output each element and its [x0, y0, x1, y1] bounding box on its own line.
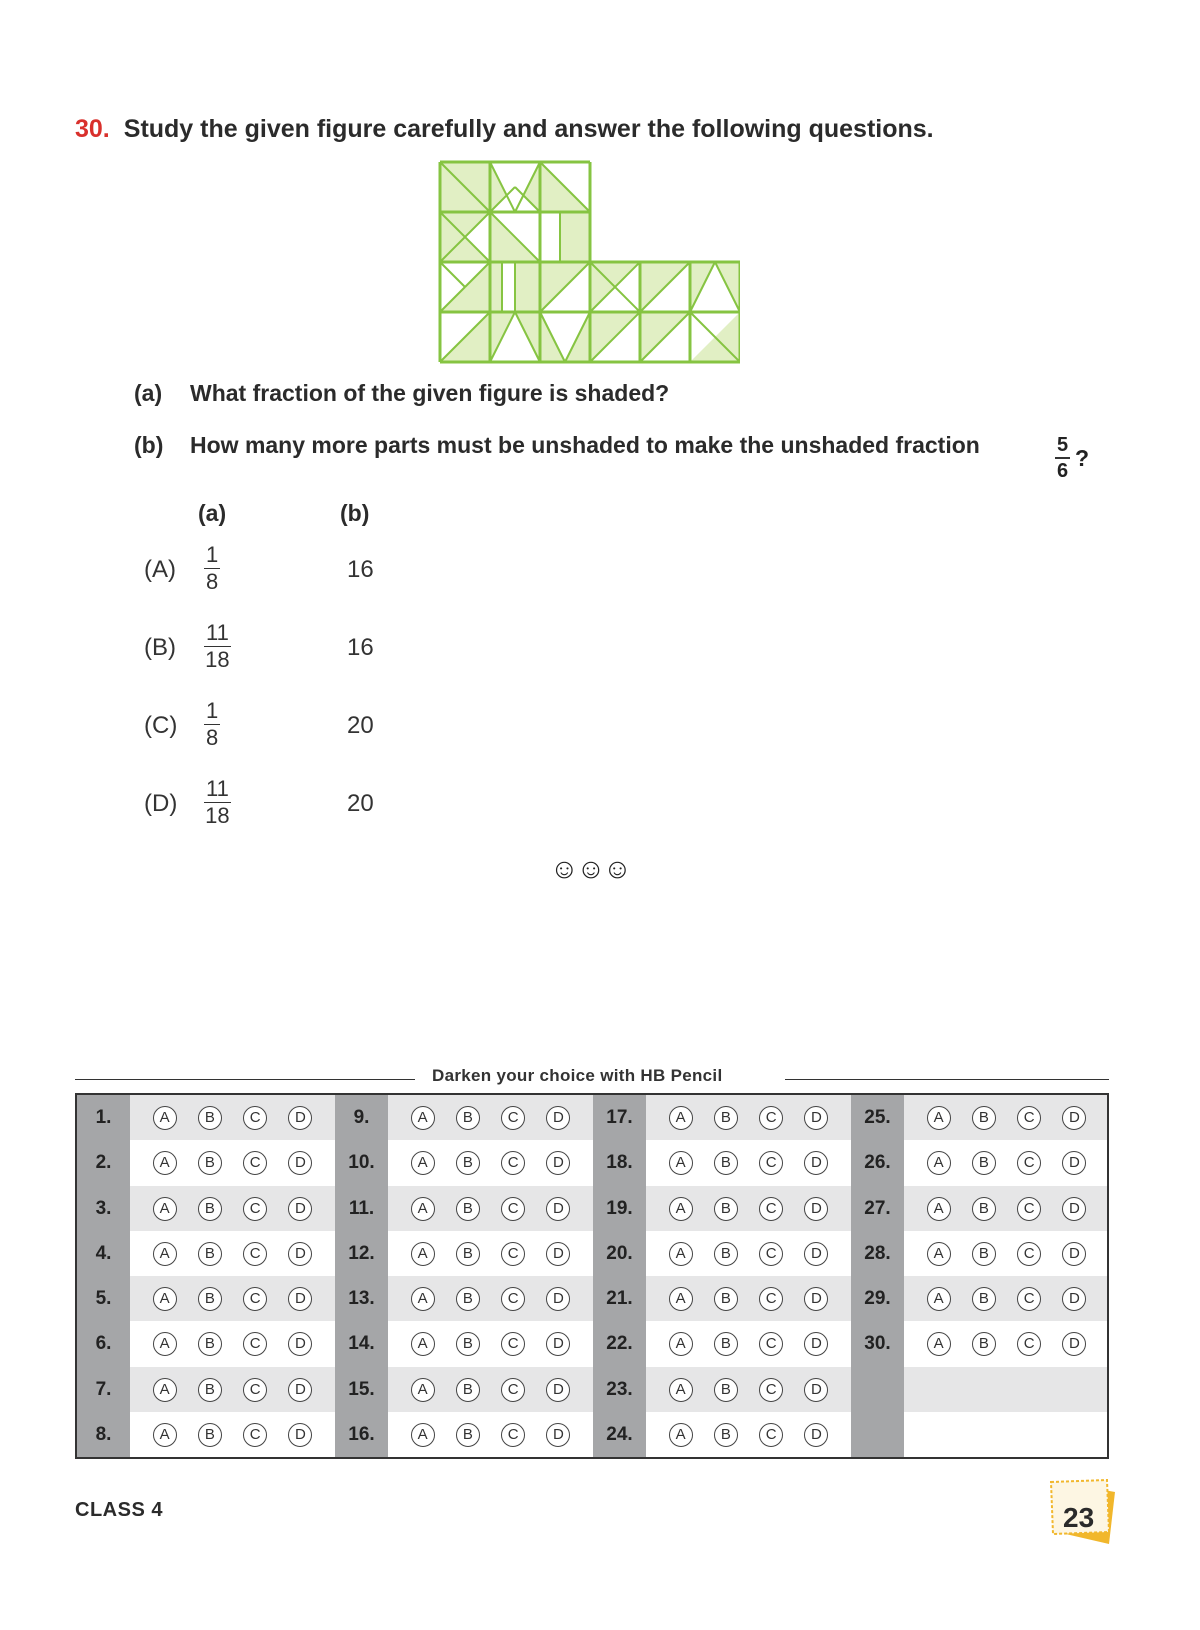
answer-bubble-d[interactable]: D — [804, 1197, 828, 1221]
column-head-a: (a) — [198, 500, 227, 526]
answer-row — [646, 1321, 851, 1367]
answer-bubble-d[interactable]: D — [546, 1106, 570, 1130]
option-d-fraction — [204, 778, 231, 827]
option-c-denominator: 8 — [206, 725, 219, 750]
answer-row — [646, 1231, 851, 1277]
answer-bubble-b[interactable]: B — [198, 1151, 222, 1175]
answer-bubble-d[interactable]: D — [1062, 1151, 1086, 1175]
answer-bubble-a[interactable]: A — [927, 1287, 951, 1311]
option-b-numerator: 11 — [206, 620, 229, 645]
answer-bubble-a[interactable]: A — [411, 1242, 435, 1266]
option-a-fraction — [204, 544, 220, 593]
column-head-b: (b) — [340, 500, 370, 526]
question-number-cell — [851, 1367, 904, 1413]
answer-bubble-d[interactable]: D — [288, 1378, 312, 1402]
option-b-denominator: 18 — [205, 647, 230, 672]
answer-bubble-b[interactable]: B — [714, 1378, 738, 1402]
answer-bubble-d[interactable]: D — [546, 1151, 570, 1175]
question-number-cell: 10. — [335, 1140, 388, 1186]
answer-bubble-a[interactable]: A — [153, 1151, 177, 1175]
answer-bubble-d[interactable]: D — [1062, 1287, 1086, 1311]
question-number-cell: 16. — [335, 1412, 388, 1458]
answer-bubble-b[interactable]: B — [198, 1197, 222, 1221]
answer-row — [388, 1276, 593, 1322]
part-b-fraction-denominator: 6 — [1057, 460, 1069, 482]
answer-sheet-grid — [75, 1093, 1109, 1459]
answer-row — [646, 1276, 851, 1322]
answer-bubble-d[interactable]: D — [288, 1197, 312, 1221]
answer-bubble-b[interactable]: B — [198, 1378, 222, 1402]
answer-bubble-c[interactable]: C — [501, 1423, 525, 1447]
option-b-letter[interactable]: (B) — [144, 634, 176, 661]
answer-row — [646, 1140, 851, 1186]
option-a-denominator: 8 — [206, 569, 219, 594]
answer-bubble-a[interactable]: A — [927, 1151, 951, 1175]
answer-bubble-b[interactable]: B — [456, 1242, 480, 1266]
answer-bubble-b[interactable]: B — [198, 1242, 222, 1266]
answer-bubble-c[interactable]: C — [759, 1151, 783, 1175]
answer-bubble-c[interactable]: C — [1017, 1242, 1041, 1266]
answer-row — [388, 1231, 593, 1277]
answer-bubble-d[interactable]: D — [546, 1197, 570, 1221]
option-c-letter[interactable]: (C) — [144, 712, 178, 739]
answer-bubble-c[interactable]: C — [759, 1287, 783, 1311]
answer-bubble-a[interactable]: A — [153, 1287, 177, 1311]
question-number-cell: 7. — [77, 1367, 130, 1413]
answer-bubble-d[interactable]: D — [804, 1151, 828, 1175]
question-number-cell: 17. — [593, 1095, 646, 1141]
question-number-cell: 28. — [851, 1231, 904, 1277]
answer-bubble-a[interactable]: A — [669, 1151, 693, 1175]
answer-bubble-c[interactable]: C — [1017, 1332, 1041, 1356]
answer-bubble-a[interactable]: A — [153, 1197, 177, 1221]
answer-bubble-c[interactable]: C — [759, 1242, 783, 1266]
answer-bubble-a[interactable]: A — [669, 1106, 693, 1130]
answer-bubble-b[interactable]: B — [456, 1287, 480, 1311]
page-number: 23 — [1063, 1502, 1095, 1533]
answer-bubble-b[interactable]: B — [456, 1378, 480, 1402]
answer-row — [646, 1095, 851, 1141]
answer-bubble-b[interactable]: B — [972, 1332, 996, 1356]
smiley-icons: ☺☺☺ — [550, 853, 630, 884]
answer-bubble-c[interactable]: C — [243, 1287, 267, 1311]
answer-bubble-b[interactable]: B — [456, 1151, 480, 1175]
answer-row — [130, 1276, 335, 1322]
answer-bubble-b[interactable]: B — [198, 1106, 222, 1130]
answer-row — [130, 1231, 335, 1277]
answer-bubble-a[interactable]: A — [669, 1197, 693, 1221]
answer-bubble-a[interactable]: A — [411, 1332, 435, 1356]
question-number-cell: 6. — [77, 1321, 130, 1367]
part-b-text: How many more parts must be unshaded to make the unshaded fraction — [190, 432, 980, 458]
answer-bubble-a[interactable]: A — [411, 1197, 435, 1221]
class-label: CLASS 4 — [75, 1499, 163, 1521]
answer-bubble-a[interactable]: A — [153, 1242, 177, 1266]
answer-bubble-c[interactable]: C — [1017, 1197, 1041, 1221]
answer-bubble-c[interactable]: C — [501, 1332, 525, 1356]
question-number-cell: 23. — [593, 1367, 646, 1413]
empty-answer-row — [904, 1367, 1109, 1413]
answer-bubble-b[interactable]: B — [714, 1287, 738, 1311]
answer-bubble-d[interactable]: D — [288, 1332, 312, 1356]
option-d-b-value: 20 — [347, 790, 374, 817]
question-number-cell: 21. — [593, 1276, 646, 1322]
part-a — [134, 380, 669, 407]
answer-bubble-a[interactable]: A — [669, 1242, 693, 1266]
question-number-cell: 27. — [851, 1186, 904, 1232]
sheet-title-rule-left — [75, 1079, 415, 1080]
answer-bubble-b[interactable]: B — [198, 1287, 222, 1311]
part-b-fraction — [1055, 435, 1070, 481]
answer-row — [388, 1140, 593, 1186]
shaded-figure — [438, 160, 740, 364]
answer-bubble-b[interactable]: B — [456, 1423, 480, 1447]
answer-bubble-c[interactable]: C — [759, 1106, 783, 1130]
sheet-title-rule-right — [785, 1079, 1109, 1080]
answer-bubble-a[interactable]: A — [927, 1106, 951, 1130]
answer-bubble-a[interactable]: A — [411, 1287, 435, 1311]
answer-row — [904, 1276, 1109, 1322]
answer-bubble-c[interactable]: C — [501, 1197, 525, 1221]
answer-bubble-c[interactable]: C — [243, 1332, 267, 1356]
answer-row — [130, 1186, 335, 1232]
answer-bubble-c[interactable]: C — [759, 1197, 783, 1221]
answer-bubble-d[interactable]: D — [546, 1378, 570, 1402]
answer-row — [904, 1095, 1109, 1141]
question-line — [75, 115, 934, 144]
answer-bubble-c[interactable]: C — [501, 1106, 525, 1130]
answer-bubble-d[interactable]: D — [804, 1423, 828, 1447]
option-c-b-value: 20 — [347, 712, 374, 739]
answer-bubble-c[interactable]: C — [243, 1151, 267, 1175]
option-b-b-value: 16 — [347, 634, 374, 661]
part-a-label: (a) — [134, 380, 163, 406]
answer-bubble-c[interactable]: C — [501, 1242, 525, 1266]
answer-bubble-b[interactable]: B — [714, 1423, 738, 1447]
question-number-cell: 20. — [593, 1231, 646, 1277]
answer-bubble-d[interactable]: D — [804, 1242, 828, 1266]
answer-bubble-d[interactable]: D — [288, 1151, 312, 1175]
answer-bubble-c[interactable]: C — [1017, 1106, 1041, 1130]
question-number-cell: 4. — [77, 1231, 130, 1277]
answer-row — [646, 1367, 851, 1413]
question-number-cell: 13. — [335, 1276, 388, 1322]
answer-bubble-b[interactable]: B — [714, 1106, 738, 1130]
option-d-denominator: 18 — [205, 803, 230, 828]
answer-row — [904, 1186, 1109, 1232]
part-b-question-mark: ? — [1075, 445, 1090, 471]
answer-bubble-a[interactable]: A — [411, 1106, 435, 1130]
answer-bubble-d[interactable]: D — [804, 1378, 828, 1402]
answer-bubble-a[interactable]: A — [411, 1151, 435, 1175]
answer-bubble-c[interactable]: C — [1017, 1151, 1041, 1175]
answer-bubble-c[interactable]: C — [243, 1197, 267, 1221]
answer-bubble-d[interactable]: D — [804, 1106, 828, 1130]
answer-row — [388, 1186, 593, 1232]
answer-bubble-d[interactable]: D — [288, 1287, 312, 1311]
answer-bubble-d[interactable]: D — [546, 1287, 570, 1311]
answer-bubble-c[interactable]: C — [759, 1378, 783, 1402]
answer-bubble-a[interactable]: A — [669, 1332, 693, 1356]
answer-bubble-c[interactable]: C — [1017, 1287, 1041, 1311]
answer-bubble-a[interactable]: A — [153, 1423, 177, 1447]
answer-bubble-a[interactable]: A — [411, 1378, 435, 1402]
option-a-letter[interactable]: (A) — [144, 556, 176, 583]
answer-bubble-b[interactable]: B — [714, 1197, 738, 1221]
answer-bubble-b[interactable]: B — [456, 1197, 480, 1221]
answer-bubble-d[interactable]: D — [546, 1242, 570, 1266]
answer-bubble-b[interactable]: B — [714, 1242, 738, 1266]
answer-bubble-d[interactable]: D — [1062, 1332, 1086, 1356]
answer-bubble-b[interactable]: B — [456, 1106, 480, 1130]
answer-bubble-d[interactable]: D — [1062, 1197, 1086, 1221]
part-b — [134, 432, 980, 459]
part-b-label: (b) — [134, 432, 164, 458]
answer-bubble-c[interactable]: C — [243, 1106, 267, 1130]
answer-bubble-a[interactable]: A — [669, 1423, 693, 1447]
answer-bubble-d[interactable]: D — [1062, 1106, 1086, 1130]
answer-row — [388, 1367, 593, 1413]
answer-bubble-b[interactable]: B — [972, 1197, 996, 1221]
option-b-fraction — [204, 622, 231, 671]
question-text: Study the given figure carefully and answer the following questions. — [123, 115, 934, 143]
question-number: 30. — [75, 115, 110, 143]
question-number-cell: 3. — [77, 1186, 130, 1232]
answer-bubble-b[interactable]: B — [198, 1423, 222, 1447]
answer-bubble-b[interactable]: B — [456, 1332, 480, 1356]
answer-bubble-c[interactable]: C — [243, 1242, 267, 1266]
answer-bubble-a[interactable]: A — [669, 1287, 693, 1311]
option-a-b-value: 16 — [347, 556, 374, 583]
answer-bubble-d[interactable]: D — [804, 1287, 828, 1311]
option-d-numerator: 11 — [206, 776, 229, 801]
question-number-cell — [851, 1412, 904, 1458]
answer-row — [130, 1367, 335, 1413]
question-number-cell: 30. — [851, 1321, 904, 1367]
answer-sheet-title: Darken your choice with HB Pencil — [432, 1066, 723, 1085]
answer-row — [388, 1321, 593, 1367]
answer-bubble-c[interactable]: C — [501, 1287, 525, 1311]
answer-bubble-a[interactable]: A — [927, 1332, 951, 1356]
figure-white-piece-6 — [540, 212, 560, 262]
question-number-cell: 15. — [335, 1367, 388, 1413]
answer-row — [130, 1321, 335, 1367]
answer-bubble-a[interactable]: A — [153, 1378, 177, 1402]
question-number-cell: 29. — [851, 1276, 904, 1322]
answer-bubble-a[interactable]: A — [153, 1106, 177, 1130]
question-number-cell: 12. — [335, 1231, 388, 1277]
answer-bubble-b[interactable]: B — [714, 1151, 738, 1175]
answer-bubble-b[interactable]: B — [972, 1242, 996, 1266]
question-number-cell: 22. — [593, 1321, 646, 1367]
answer-row — [904, 1231, 1109, 1277]
answer-bubble-b[interactable]: B — [714, 1332, 738, 1356]
part-b-fraction-numerator: 5 — [1055, 435, 1070, 459]
answer-bubble-a[interactable]: A — [927, 1197, 951, 1221]
answer-bubble-b[interactable]: B — [972, 1287, 996, 1311]
question-number-cell: 25. — [851, 1095, 904, 1141]
question-number-cell: 24. — [593, 1412, 646, 1458]
answer-row — [388, 1095, 593, 1141]
answer-bubble-a[interactable]: A — [411, 1423, 435, 1447]
question-number-cell: 19. — [593, 1186, 646, 1232]
answer-bubble-d[interactable]: D — [288, 1423, 312, 1447]
answer-bubble-b[interactable]: B — [198, 1332, 222, 1356]
answer-bubble-c[interactable]: C — [243, 1423, 267, 1447]
question-number-cell: 2. — [77, 1140, 130, 1186]
answer-bubble-a[interactable]: A — [927, 1242, 951, 1266]
answer-bubble-a[interactable]: A — [669, 1378, 693, 1402]
answer-bubble-c[interactable]: C — [501, 1151, 525, 1175]
answer-bubble-c[interactable]: C — [759, 1423, 783, 1447]
answer-bubble-d[interactable]: D — [804, 1332, 828, 1356]
answer-bubble-d[interactable]: D — [288, 1242, 312, 1266]
answer-bubble-d[interactable]: D — [546, 1332, 570, 1356]
answer-row — [646, 1186, 851, 1232]
option-c-numerator: 1 — [206, 698, 219, 723]
answer-row — [130, 1095, 335, 1141]
answer-row — [130, 1140, 335, 1186]
answer-bubble-a[interactable]: A — [153, 1332, 177, 1356]
answer-bubble-d[interactable]: D — [1062, 1242, 1086, 1266]
question-number-cell: 5. — [77, 1276, 130, 1322]
option-a-numerator: 1 — [206, 542, 219, 567]
answer-row — [904, 1321, 1109, 1367]
answer-bubble-c[interactable]: C — [501, 1378, 525, 1402]
question-number-cell: 11. — [335, 1186, 388, 1232]
answer-row — [904, 1140, 1109, 1186]
answer-row — [130, 1412, 335, 1458]
answer-bubble-d[interactable]: D — [546, 1423, 570, 1447]
answer-bubble-c[interactable]: C — [759, 1332, 783, 1356]
figure-white-piece-9 — [502, 262, 515, 312]
empty-answer-row — [904, 1412, 1109, 1458]
option-d-letter[interactable]: (D) — [144, 790, 178, 817]
answer-bubble-d[interactable]: D — [288, 1106, 312, 1130]
question-number-cell: 1. — [77, 1095, 130, 1141]
answer-row — [646, 1412, 851, 1458]
question-number-cell: 9. — [335, 1095, 388, 1141]
question-number-cell: 14. — [335, 1321, 388, 1367]
question-number-cell: 26. — [851, 1140, 904, 1186]
answer-bubble-c[interactable]: C — [243, 1378, 267, 1402]
question-number-cell: 8. — [77, 1412, 130, 1458]
answer-row — [388, 1412, 593, 1458]
answer-bubble-b[interactable]: B — [972, 1151, 996, 1175]
part-a-text: What fraction of the given figure is shaded? — [190, 380, 670, 406]
question-number-cell: 18. — [593, 1140, 646, 1186]
answer-bubble-b[interactable]: B — [972, 1106, 996, 1130]
option-c-fraction — [204, 700, 220, 749]
